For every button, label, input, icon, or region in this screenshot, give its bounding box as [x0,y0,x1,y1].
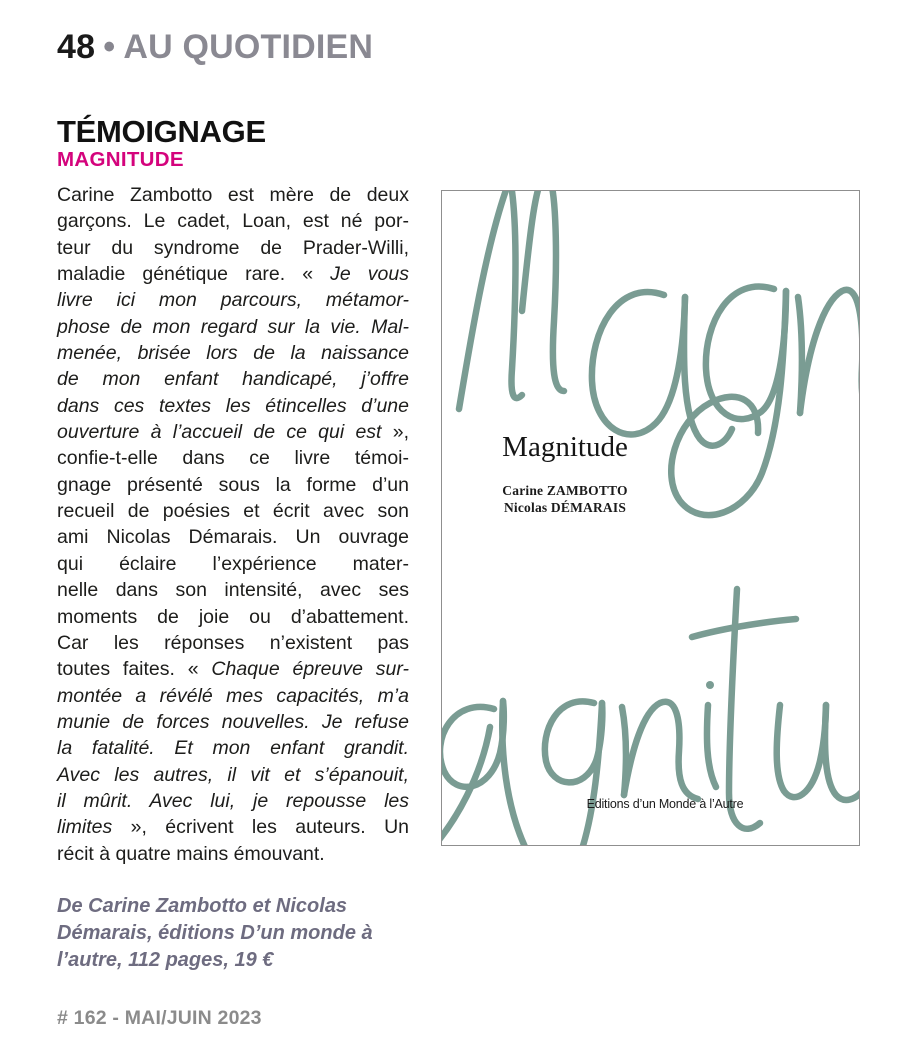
header-bullet: • [103,28,116,66]
body-line: Car les réponses n’existent pas [57,631,409,654]
body-line: limites », écrivent les auteurs. Un [57,816,409,839]
credit-line: De Carine Zambotto et Nicolas [57,895,348,917]
book-cover [441,190,860,846]
script-word-top [459,191,859,515]
body-line: dans ces textes les étincelles d’une [57,394,409,417]
page-header [57,28,373,67]
body-line: munie de forces nouvelles. Je refuse [57,710,409,733]
body-line: recueil de poésies et écrit avec son [57,500,409,523]
body-line: phose de mon regard sur la vie. Mal- [57,315,409,338]
body-line: garçons. Le cadet, Loan, est né por- [57,210,409,233]
body-line: gnage présenté sous la forme d’un [57,473,409,496]
body-line: montée a révélé mes capacités, m’a [57,684,409,707]
body-line: moments de joie ou d’abattement. [57,605,409,628]
body-line: maladie génétique rare. « Je vous [57,263,409,286]
body-line: ouverture à l’accueil de ce qui est », [57,421,409,444]
article-title: MAGNITUDE [57,148,184,171]
article-credit [57,893,373,974]
body-line: récit à quatre mains émouvant. [57,842,325,865]
book-author: Carine ZAMBOTTO [502,483,628,498]
credit-line: Démarais, éditions D’un monde à [57,922,373,944]
body-line: teur du syndrome de Prader-Willi, [57,236,409,259]
body-line: la fatalité. Et mon enfant grandit. [57,737,409,760]
body-line: toutes faites. « Chaque épreuve sur- [57,658,409,681]
body-line: qui éclaire l’expérience mater- [57,552,409,575]
book-author: Nicolas DÉMARAIS [503,500,627,515]
issue-footer: # 162 - MAI/JUIN 2023 [57,1007,262,1029]
body-line: il mûrit. Avec lui, je repousse les [57,789,409,812]
body-line: ami Nicolas Démarais. Un ouvrage [57,526,409,549]
body-line: Avec les autres, il vit et s’épanouit, [57,763,409,786]
body-line: de mon enfant handicapé, j’offre [57,368,409,391]
book-publisher: Editions d’un Monde à l’Autre [586,797,744,811]
section-title: AU QUOTIDIEN [123,28,374,66]
body-line: nelle dans son intensité, avec ses [57,579,409,602]
body-line: Carine Zambotto est mère de deux [57,184,409,206]
body-line: livre ici mon parcours, métamor- [57,289,409,312]
book-authors [470,482,660,516]
body-line: menée, brisée lors de la naissance [57,342,409,365]
book-title: Magnitude [502,431,628,463]
credit-line: l’autre, 112 pages, 19 € [57,949,274,971]
body-line: confie-t-elle dans ce livre témoi- [57,447,409,470]
article-body [57,182,409,867]
article-kicker: TÉMOIGNAGE [57,114,266,149]
script-lettering-art [442,191,859,845]
page-number: 48 [57,28,96,66]
